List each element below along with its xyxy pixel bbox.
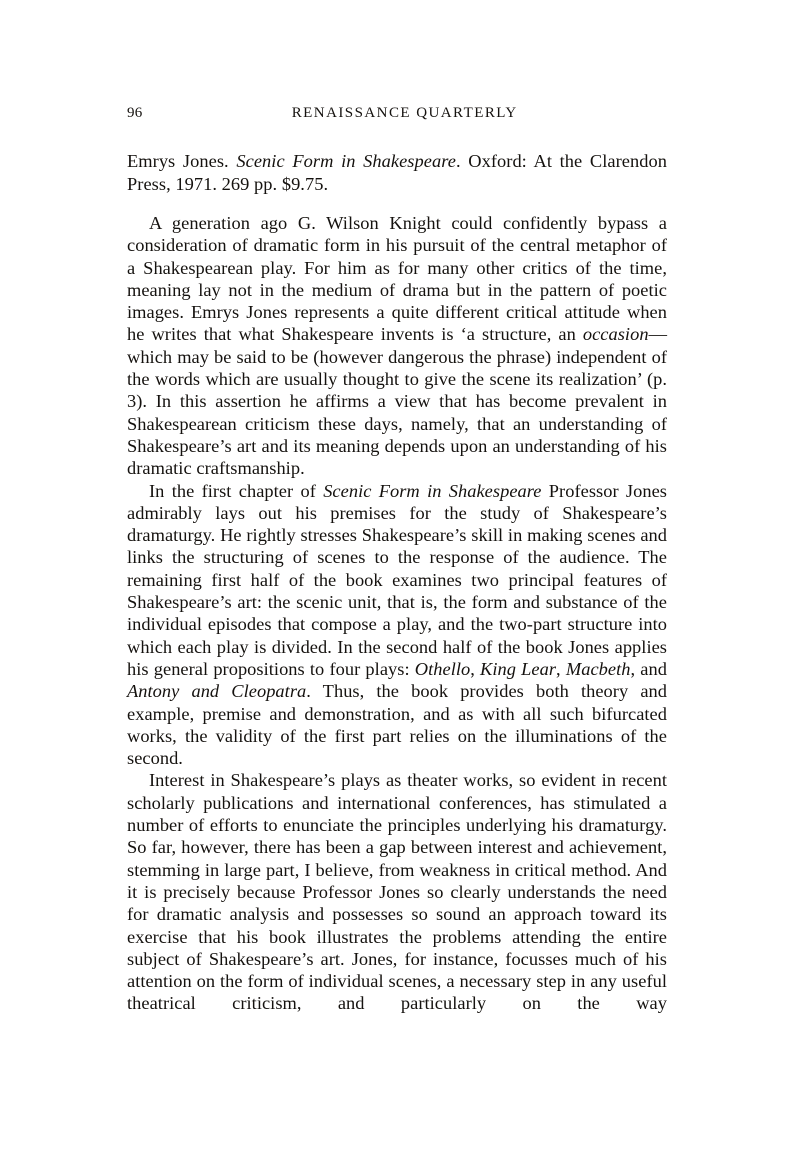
italic-title: Othello (414, 658, 471, 679)
body-text: , and (630, 658, 667, 679)
body-text: . Thus, the book provides both theory and example, premise and demonstration, and as with all such bifurcated works, the validity of the first part relies on the illuminations of the second. (127, 681, 667, 769)
body-text: Professor Jones admirably lays out his premises for the study of Shakespeare’s dramaturgy. He rightly stresses Shakespeare’s skill in making scenes and links the structuring of scenes to the response of the audience. The remaining first half of the book examines two principal features of Shakespeare’s art: the scenic unit, that is, the form and substance of the individual episodes that compose a play, and the two-part structure into which each play is divided. In the second half of the book Jones applies his general propositions to four plays: (127, 480, 667, 679)
body-text: , (556, 658, 566, 679)
paragraph-2 (127, 480, 667, 770)
body-text: In the first chapter of (149, 480, 324, 501)
text-column (127, 104, 667, 1015)
italic-title: occasion (582, 324, 649, 345)
italic-title: Scenic Form in Shakespeare (323, 480, 542, 501)
review-body (127, 212, 667, 1015)
body-text: A generation ago G. Wilson Knight could confidently bypass a consideration of dramatic form in his pursuit of the central metaphor of a Shakespearean play. For him as for many other critics of the time, meaning lay not in the medium of drama but in the pattern of poetic images. Emrys Jones represents a quite different critical attitude when he writes that what Shakespeare invents is ‘a structure, an (127, 213, 667, 345)
italic-title: Macbeth (565, 658, 631, 679)
paragraph-3 (127, 769, 667, 1014)
page-number: 96 (127, 105, 143, 121)
journal-title: RENAISSANCE QUARTERLY (291, 105, 518, 121)
italic-title: Antony and Cleopatra (127, 681, 307, 702)
body-text: Interest in Shakespeare’s plays as theater works, so evident in recent scholarly publications and international conferences, has stimulated a number of efforts to enunciate the principles underlying his dramaturgy. So far, however, there has been a gap between interest and achievement, stemming in large part, I believe, from weakness in critical method. And it is precisely because Professor Jones so clearly understands the need for dramatic analysis and possesses so sound an approach toward its exercise that his book illustrates the problems attending the entire subject of Shakespeare’s art. Jones, for instance, focusses much of his attention on the form of individual scenes, a necessary step in any useful theatrical criticism, and particularly on the way (127, 770, 667, 1014)
paragraph-1 (127, 212, 667, 480)
body-text: —which may be said to be (however dangerous the phrase) independent of the words which are usually thought to give the scene its realization’ (p. 3). In this assertion he affirms a view that has become prevalent in Shakespearean criticism these days, namely, that an understanding of Shakespeare’s art and its meaning depends upon an understanding of his dramatic craftsmanship. (127, 324, 667, 479)
body-text: , (470, 658, 481, 679)
book-citation (127, 150, 667, 196)
citation-work-title: Scenic Form in Shakespeare (236, 151, 456, 171)
citation-imprint: . Oxford: At the Clarendon Press, 1971. 269 pp. $9.75. (127, 151, 667, 194)
citation-author: Emrys Jones. (127, 151, 229, 171)
running-head (127, 104, 667, 134)
italic-title: King Lear (480, 658, 557, 679)
